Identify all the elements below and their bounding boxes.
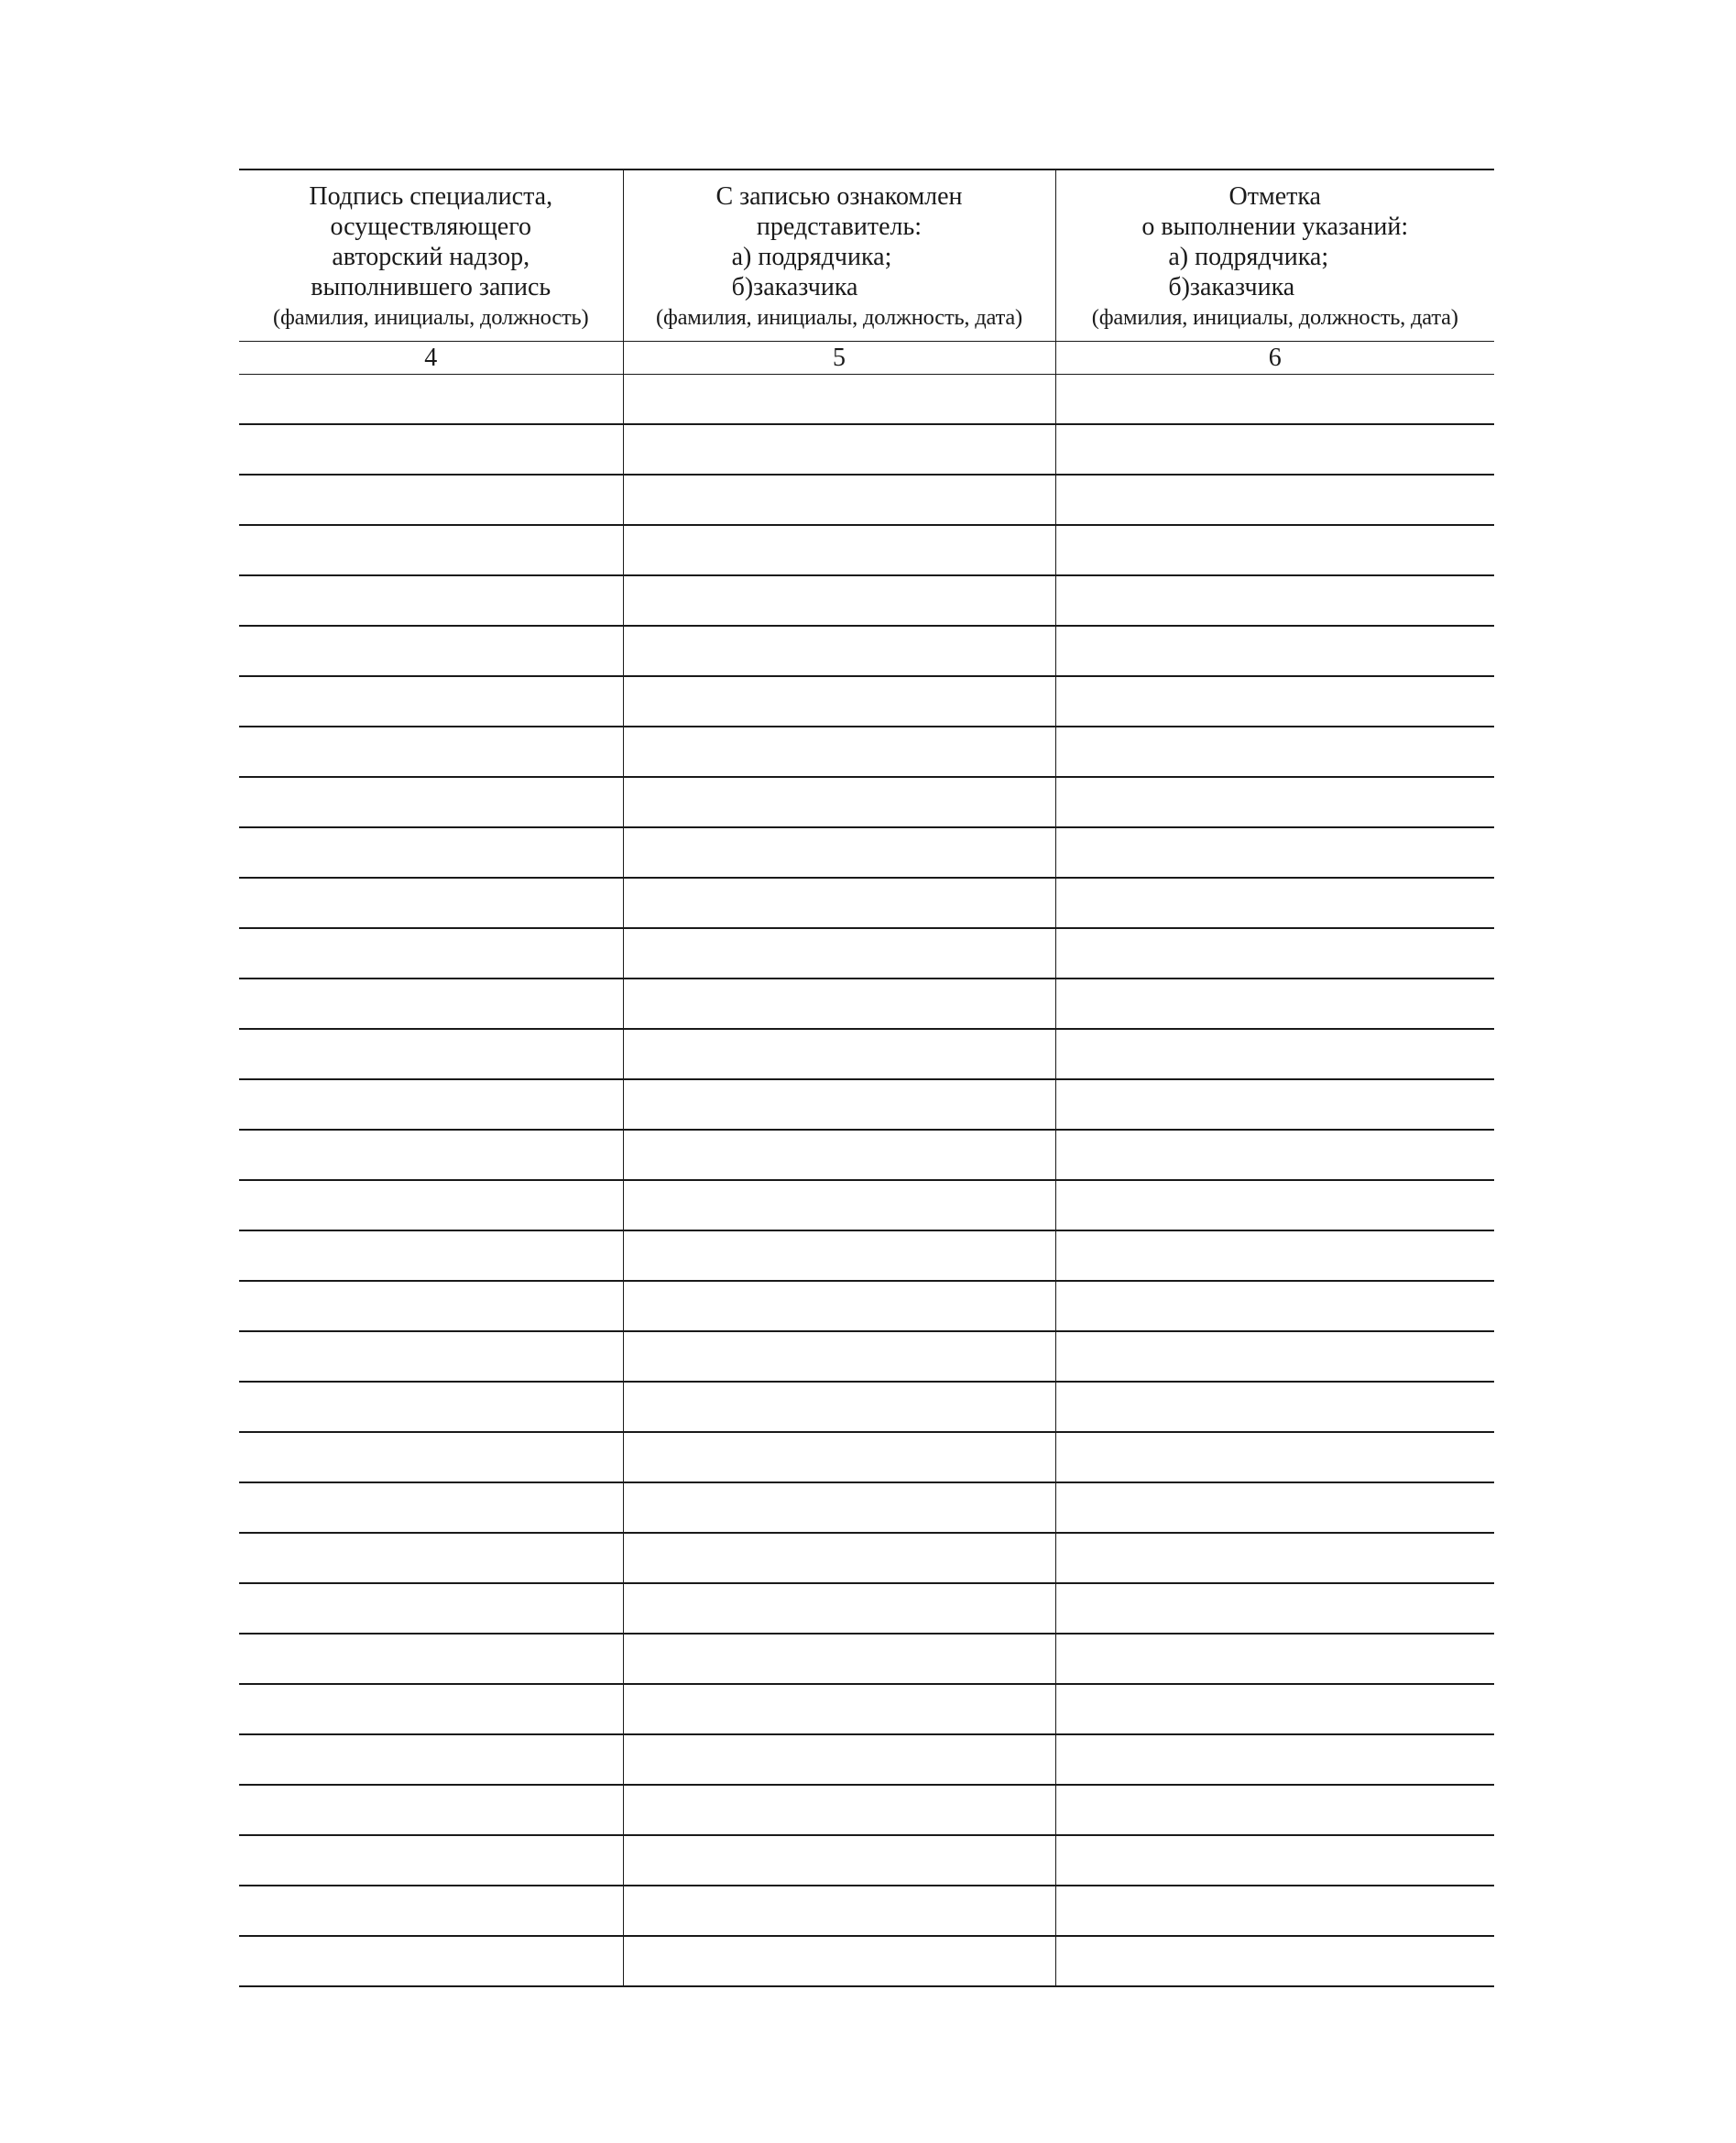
- table-cell[interactable]: [623, 1886, 1055, 1936]
- table-row: [239, 676, 1494, 727]
- column-note: (фамилия, инициалы, должность): [273, 305, 589, 330]
- table-cell[interactable]: [239, 878, 623, 928]
- table-cell[interactable]: [239, 1130, 623, 1180]
- table-cell[interactable]: [623, 1281, 1055, 1331]
- table-cell[interactable]: [239, 1331, 623, 1382]
- table-cell[interactable]: [623, 1432, 1055, 1482]
- column-list: а) подрядчика; б)заказчика: [731, 243, 892, 301]
- table-row: [239, 1180, 1494, 1230]
- table-cell[interactable]: [623, 727, 1055, 777]
- column-header-completion-mark: [1055, 169, 1494, 341]
- table-cell[interactable]: [1055, 1482, 1494, 1533]
- table-cell[interactable]: [239, 1936, 623, 1986]
- table-cell[interactable]: [623, 928, 1055, 979]
- column-number: 4: [239, 341, 623, 374]
- table-row: [239, 1130, 1494, 1180]
- table-cell[interactable]: [239, 827, 623, 878]
- table-cell[interactable]: [239, 1079, 623, 1130]
- table-row: [239, 1029, 1494, 1079]
- table-row: [239, 1281, 1494, 1331]
- column-header-acknowledged: [623, 169, 1055, 341]
- table-cell[interactable]: [623, 1029, 1055, 1079]
- table-cell[interactable]: [1055, 1029, 1494, 1079]
- table-cell[interactable]: [623, 1684, 1055, 1734]
- table-row: [239, 1785, 1494, 1835]
- table-cell[interactable]: [623, 1785, 1055, 1835]
- table-cell[interactable]: [1055, 1281, 1494, 1331]
- table-row: [239, 979, 1494, 1029]
- table-cell[interactable]: [623, 475, 1055, 525]
- table-row: [239, 777, 1494, 827]
- table-row: [239, 928, 1494, 979]
- table-cell[interactable]: [1055, 676, 1494, 727]
- table-row: [239, 475, 1494, 525]
- table-cell[interactable]: [239, 777, 623, 827]
- table-cell[interactable]: [1055, 424, 1494, 475]
- column-list: а) подрядчика; б)заказчика: [1168, 243, 1329, 301]
- table-body: [239, 374, 1494, 1986]
- table-cell[interactable]: [1055, 727, 1494, 777]
- table-row: [239, 1079, 1494, 1130]
- table-cell[interactable]: [623, 424, 1055, 475]
- table-row: [239, 1835, 1494, 1886]
- table-row: [239, 1331, 1494, 1382]
- table-cell[interactable]: [1055, 1533, 1494, 1583]
- table-cell[interactable]: [239, 575, 623, 626]
- table-cell[interactable]: [239, 1281, 623, 1331]
- table-cell[interactable]: [239, 1785, 623, 1835]
- table-cell[interactable]: [623, 979, 1055, 1029]
- table-cell[interactable]: [623, 1382, 1055, 1432]
- table-row: [239, 1734, 1494, 1785]
- table-cell[interactable]: [623, 1583, 1055, 1634]
- table-cell[interactable]: [623, 1230, 1055, 1281]
- table-cell[interactable]: [239, 1835, 623, 1886]
- table-cell[interactable]: [239, 424, 623, 475]
- table-cell[interactable]: [1055, 1936, 1494, 1986]
- table-cell[interactable]: [623, 1634, 1055, 1684]
- table-cell[interactable]: [623, 1936, 1055, 1986]
- table-cell[interactable]: [239, 525, 623, 575]
- table-cell[interactable]: [1055, 928, 1494, 979]
- table-cell[interactable]: [239, 1180, 623, 1230]
- table-row: [239, 878, 1494, 928]
- table-cell[interactable]: [623, 1130, 1055, 1180]
- header-row: [239, 169, 1494, 341]
- table-row: [239, 1684, 1494, 1734]
- table-row: [239, 827, 1494, 878]
- table-row: [239, 1482, 1494, 1533]
- table-cell[interactable]: [239, 1029, 623, 1079]
- table-row: [239, 1230, 1494, 1281]
- table-cell[interactable]: [623, 1331, 1055, 1382]
- table-cell[interactable]: [239, 1886, 623, 1936]
- table-cell[interactable]: [623, 878, 1055, 928]
- table-cell[interactable]: [1055, 827, 1494, 878]
- table-cell[interactable]: [1055, 1079, 1494, 1130]
- column-title: С записью ознакомлен представитель:: [715, 182, 963, 241]
- table-row: [239, 374, 1494, 424]
- table-cell[interactable]: [239, 1684, 623, 1734]
- table-cell[interactable]: [1055, 1785, 1494, 1835]
- table-cell[interactable]: [239, 1634, 623, 1684]
- table-row: [239, 1432, 1494, 1482]
- table-cell[interactable]: [1055, 1382, 1494, 1432]
- table-row: [239, 1886, 1494, 1936]
- table-cell[interactable]: [623, 1734, 1055, 1785]
- table-cell[interactable]: [623, 1079, 1055, 1130]
- table-cell[interactable]: [1055, 1130, 1494, 1180]
- table-cell[interactable]: [1055, 1331, 1494, 1382]
- table-row: [239, 575, 1494, 626]
- table-row: [239, 1533, 1494, 1583]
- table-row: [239, 1382, 1494, 1432]
- column-number: 5: [623, 341, 1055, 374]
- column-note: (фамилия, инициалы, должность, дата): [1091, 305, 1458, 330]
- table-cell[interactable]: [239, 676, 623, 727]
- table-cell[interactable]: [239, 928, 623, 979]
- table-cell[interactable]: [1055, 1432, 1494, 1482]
- table-cell[interactable]: [239, 727, 623, 777]
- journal-table: [239, 169, 1494, 1987]
- table-cell[interactable]: [623, 1482, 1055, 1533]
- table-row: [239, 1583, 1494, 1634]
- column-title: Подпись специалиста, осуществляющего авторский надзор, выполнившего запись: [309, 182, 553, 301]
- table-cell[interactable]: [623, 374, 1055, 424]
- column-header-signature: [239, 169, 623, 341]
- table-cell[interactable]: [239, 979, 623, 1029]
- table-cell[interactable]: [1055, 777, 1494, 827]
- table-cell[interactable]: [1055, 979, 1494, 1029]
- table-row: [239, 626, 1494, 676]
- column-number-row: [239, 341, 1494, 374]
- table-cell[interactable]: [623, 1835, 1055, 1886]
- table-row: [239, 424, 1494, 475]
- table-cell[interactable]: [1055, 1180, 1494, 1230]
- table-row: [239, 525, 1494, 575]
- column-number: 6: [1055, 341, 1494, 374]
- table-cell[interactable]: [623, 777, 1055, 827]
- table-cell[interactable]: [1055, 1583, 1494, 1634]
- column-title: Отметка о выполнении указаний:: [1141, 182, 1409, 241]
- table-cell[interactable]: [623, 827, 1055, 878]
- table-cell[interactable]: [239, 1230, 623, 1281]
- table-cell[interactable]: [239, 626, 623, 676]
- table-cell[interactable]: [239, 1482, 623, 1533]
- table-cell[interactable]: [1055, 1886, 1494, 1936]
- table-cell[interactable]: [1055, 1684, 1494, 1734]
- table-cell[interactable]: [239, 1583, 623, 1634]
- table-cell[interactable]: [623, 1180, 1055, 1230]
- table-cell[interactable]: [623, 626, 1055, 676]
- table-cell[interactable]: [1055, 1230, 1494, 1281]
- table-cell[interactable]: [1055, 475, 1494, 525]
- table-cell[interactable]: [623, 525, 1055, 575]
- column-note: (фамилия, инициалы, должность, дата): [655, 305, 1023, 330]
- table-cell[interactable]: [239, 1432, 623, 1482]
- table-cell[interactable]: [1055, 525, 1494, 575]
- table-row: [239, 1936, 1494, 1986]
- table-cell[interactable]: [1055, 1835, 1494, 1886]
- table-cell[interactable]: [623, 575, 1055, 626]
- table-cell[interactable]: [1055, 626, 1494, 676]
- table-row: [239, 1634, 1494, 1684]
- table-row: [239, 727, 1494, 777]
- table-cell[interactable]: [623, 1533, 1055, 1583]
- table-cell[interactable]: [1055, 374, 1494, 424]
- table-cell[interactable]: [1055, 1734, 1494, 1785]
- table-cell[interactable]: [239, 374, 623, 424]
- table-cell[interactable]: [239, 1533, 623, 1583]
- table-cell[interactable]: [623, 676, 1055, 727]
- table-cell[interactable]: [1055, 878, 1494, 928]
- table-cell[interactable]: [239, 1734, 623, 1785]
- table-cell[interactable]: [239, 475, 623, 525]
- table-cell[interactable]: [1055, 575, 1494, 626]
- table-cell[interactable]: [239, 1382, 623, 1432]
- table-cell[interactable]: [1055, 1634, 1494, 1684]
